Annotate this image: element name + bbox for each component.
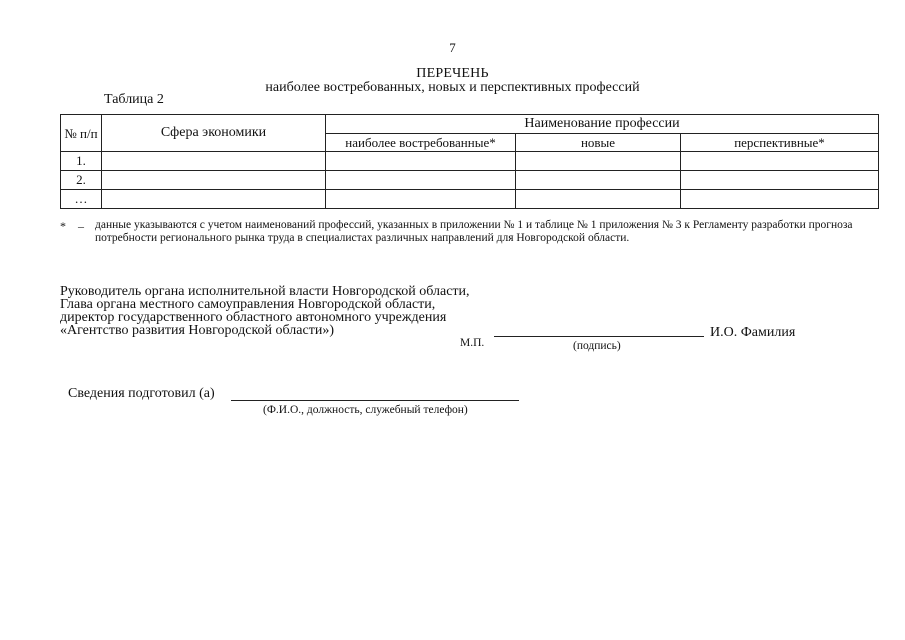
signature-line bbox=[494, 336, 704, 337]
cell-sphere bbox=[102, 190, 326, 209]
cell-prospective bbox=[681, 171, 879, 190]
footnote-dash: – bbox=[78, 219, 84, 233]
column-header-number: № п/п bbox=[61, 115, 102, 152]
table-label: Таблица 2 bbox=[104, 92, 164, 107]
cell-most-demanded bbox=[326, 190, 516, 209]
cell-sphere bbox=[102, 171, 326, 190]
document-subtitle: наиболее востребованных, новых и перспективных профессий bbox=[265, 80, 640, 95]
cell-new bbox=[516, 190, 681, 209]
page-number: 7 bbox=[449, 40, 456, 55]
prepared-by-label: Сведения подготовил (а) bbox=[68, 386, 215, 401]
footnote-text: данные указываются с учетом наименований профессий, указанных в приложении № 1 и таблице № 1 приложения № 3 к Регламенту разработки прогноза потребности регионального рынка труда в специалистах различных направлений для Новгородской области. bbox=[95, 219, 853, 244]
cell-prospective bbox=[681, 190, 879, 209]
column-header-most-demanded: наиболее востребованные* bbox=[326, 134, 516, 152]
row-number: … bbox=[61, 190, 102, 209]
row-number: 2. bbox=[61, 171, 102, 190]
document-title: ПЕРЕЧЕНЬ bbox=[416, 66, 489, 81]
seal-place-label: М.П. bbox=[460, 337, 485, 349]
signer-title: Руководитель органа исполнительной власти Новгородской области, Глава органа местного самоуправления Новгородской области, директор государственного областного автономного учреждения «Агентство развития Новгородской области») bbox=[60, 284, 470, 338]
professions-table bbox=[60, 114, 879, 209]
signer-name: И.О. Фамилия bbox=[710, 325, 796, 340]
prepared-by-caption: (Ф.И.О., должность, служебный телефон) bbox=[263, 404, 468, 416]
cell-sphere bbox=[102, 152, 326, 171]
column-header-new: новые bbox=[516, 134, 681, 152]
table-row bbox=[61, 190, 879, 209]
cell-new bbox=[516, 171, 681, 190]
cell-prospective bbox=[681, 152, 879, 171]
column-header-prospective: перспективные* bbox=[681, 134, 879, 152]
cell-most-demanded bbox=[326, 171, 516, 190]
table-row bbox=[61, 152, 879, 171]
table-row bbox=[61, 171, 879, 190]
row-number: 1. bbox=[61, 152, 102, 171]
cell-new bbox=[516, 152, 681, 171]
prepared-by-line bbox=[231, 400, 519, 401]
signature-caption: (подпись) bbox=[573, 340, 621, 352]
cell-most-demanded bbox=[326, 152, 516, 171]
column-group-header-profession: Наименование профессии bbox=[326, 115, 879, 134]
footnote-marker: * bbox=[60, 219, 66, 233]
column-header-sphere: Сфера экономики bbox=[102, 115, 326, 152]
